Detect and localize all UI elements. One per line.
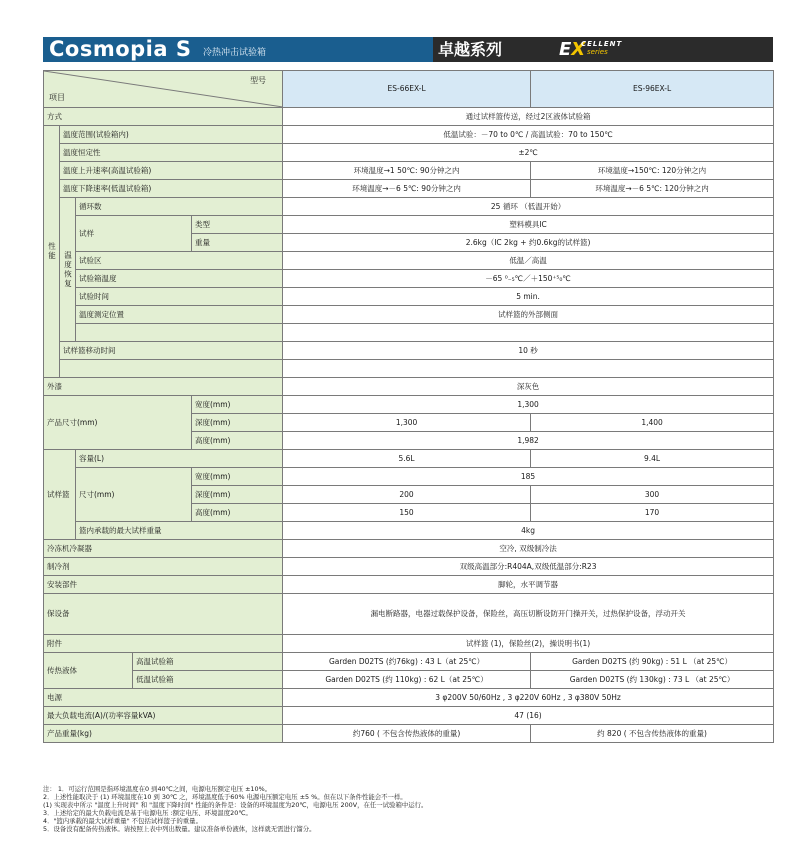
note-5: 5．设备没有配备传热液体。请按照上表中列出数量。建议准备单份液体，这样就无需进行馏分。 [43, 825, 316, 833]
spec-value-cell: 1,982 [283, 432, 774, 450]
model-a: ES-66EX-L [283, 71, 531, 108]
spec-value-cell: 低温试验：－70 to 0℃ / 高温试验：70 to 150℃ [283, 126, 774, 144]
spec-value-cell: 约 820 ( 不包含传热液体的重量) [531, 725, 774, 743]
spec-value-cell: 环境温度→150℃: 120分钟之内 [531, 162, 774, 180]
footnotes [43, 785, 773, 833]
spec-value-cell: 5.6L [283, 450, 531, 468]
title-banner [43, 37, 773, 62]
note-2-1: (1) 实现表中所示 "温度上升时间" 和 "温度下降时间" 性能的条件是：设备的环境温度为20℃，电源电压 200V，在任一试验箱中运行。 [43, 801, 428, 809]
row-dims-w [44, 396, 774, 414]
spec-value-cell: 2.6kg（IC 2kg + 约0.6kg的试样篮) [283, 234, 774, 252]
brand-block [43, 37, 433, 62]
spec-label-cell: 类型 [192, 216, 283, 234]
spec-value-cell: 185 [283, 468, 774, 486]
product-subtitle: 冷热冲击试验箱 [203, 48, 267, 58]
spec-label-cell: 附件 [44, 635, 283, 653]
spec-label-cell: 产品重量(kg) [44, 725, 283, 743]
spec-label-cell: 保设备 [44, 594, 283, 635]
spec-label-cell: 传热液体 [44, 653, 133, 689]
spec-value-cell: 300 [531, 486, 774, 504]
spec-value-cell: 脚轮，水平调节器 [283, 576, 774, 594]
row-transfer [44, 342, 774, 360]
row-sample-type [44, 216, 774, 234]
row-blank-perf [44, 360, 774, 378]
spec-label-cell: 温度下降速率(低温试验箱) [60, 180, 283, 198]
row-capacity [44, 450, 774, 468]
spec-value-cell: 47 (16) [283, 707, 774, 725]
spec-value-cell: 试样篮的外部侧面 [283, 306, 774, 324]
spec-value-cell: 环境温度→－6 5℃: 90分钟之内 [283, 180, 531, 198]
spec-label-cell: 高度(mm) [192, 432, 283, 450]
spec-value-cell: 4kg [283, 522, 774, 540]
spec-label-cell: 宽度(mm) [192, 396, 283, 414]
spec-value-cell: 低温／高温 [283, 252, 774, 270]
spec-label-cell: 容量(L) [76, 450, 283, 468]
spec-value-cell: 5 min. [283, 288, 774, 306]
note-2: 2．上述性能取决于 (1) 环境温度在10 到 30℃ 之，环境温度低于60% 电源电压额定电压 ±5 %。但在以下条件性能会不一样。 [43, 793, 407, 801]
row-zone [44, 252, 774, 270]
row-sensor-pos [44, 306, 774, 324]
spec-label-cell: 宽度(mm) [192, 468, 283, 486]
spec-label-cell: 试验区 [76, 252, 283, 270]
row-accessory [44, 635, 774, 653]
spec-label-cell: 电源 [44, 689, 283, 707]
spec-label-cell: 温度测定位置 [76, 306, 283, 324]
header-diagonal-cell [44, 71, 283, 108]
spec-label-cell: 试样 [76, 216, 192, 252]
spec-value-cell: 环境温度→1 50℃: 90分钟之内 [283, 162, 531, 180]
spec-label-cell [60, 360, 283, 378]
item-label: 项目 [49, 93, 65, 102]
header-row [44, 71, 774, 108]
series-name: 卓越系列 [438, 40, 503, 59]
spec-value-cell: －65 ⁰₋₅℃／＋150⁺⁵₀℃ [283, 270, 774, 288]
row-condenser [44, 540, 774, 558]
row-fluid-lo [44, 671, 774, 689]
spec-value-cell: Garden D02TS (约 130kg) : 73 L （at 25℃） [531, 671, 774, 689]
row-rise [44, 162, 774, 180]
spec-table [43, 70, 774, 743]
note-4: 4．"篮内承载的最大试样重量" 不包括试样篮子的重量。 [43, 817, 202, 825]
spec-label-cell: 深度(mm) [192, 414, 283, 432]
spec-label-cell: 尺寸(mm) [76, 468, 192, 522]
row-basket-w [44, 468, 774, 486]
spec-value-cell: 试样篮 (1)，保险丝(2)，操说明书(1) [283, 635, 774, 653]
spec-label-cell: 安装部件 [44, 576, 283, 594]
spec-label-cell: 高温试验箱 [133, 653, 283, 671]
row-chamber-temp [44, 270, 774, 288]
row-fall [44, 180, 774, 198]
spec-label-cell: 制冷剂 [44, 558, 283, 576]
spec-label-cell: 高度(mm) [192, 504, 283, 522]
spec-value-cell [283, 360, 774, 378]
spec-label-cell: 重量 [192, 234, 283, 252]
spec-label-cell: 试样篮 [44, 450, 76, 540]
row-power [44, 689, 774, 707]
spec-value-cell: 1,400 [531, 414, 774, 432]
spec-value-cell: Garden D02TS (约76kg) : 43 L（at 25℃） [283, 653, 531, 671]
spec-label-cell: 循环数 [76, 198, 283, 216]
spec-value-cell: 空冷, 双级制冷法 [283, 540, 774, 558]
row-finish [44, 378, 774, 396]
spec-value-cell: 约760 ( 不包含传热液体的重量) [283, 725, 531, 743]
spec-value-cell: 1,300 [283, 414, 531, 432]
excellent-series-logo: EX CELLENT series [559, 39, 623, 60]
spec-value-cell: 1,300 [283, 396, 774, 414]
spec-value-cell: 漏电断路器，电器过载保护设备，保险丝，高压切断设防开门操开关，过热保护设备，浮动开关 [283, 594, 774, 635]
spec-label-cell: 试样篮移动时间 [60, 342, 283, 360]
performance-group-label: 性能 [44, 126, 60, 378]
model-label: 型号 [250, 76, 267, 85]
model-b: ES-96EX-L [531, 71, 774, 108]
row-test-time [44, 288, 774, 306]
spec-value-cell: 25 循环 （低温开始） [283, 198, 774, 216]
spec-value-cell: 3 φ200V 50/60Hz , 3 φ220V 60Hz , 3 φ380V 50Hz [283, 689, 774, 707]
spec-label-cell [76, 324, 283, 342]
row-blank-recovery [44, 324, 774, 342]
row-temp-range [44, 126, 774, 144]
spec-value-cell: 9.4L [531, 450, 774, 468]
row-weight [44, 725, 774, 743]
spec-value-cell: 通过试样篮传送，经过2区液体试验箱 [283, 108, 774, 126]
note-1: 注： 1．可运行范围是指环境温度在0 到40℃之间，电源电压额定电压 ±10%。 [43, 785, 272, 793]
spec-label-cell: 试验时间 [76, 288, 283, 306]
spec-label-cell: 温度上升速率(高温试验箱) [60, 162, 283, 180]
spec-value-cell: 170 [531, 504, 774, 522]
spec-label-cell: 温度恒定性 [60, 144, 283, 162]
note-3: 3．上述给定的最大负载电流是基于电源电压 :额定电压、环境温度20℃。 [43, 809, 252, 817]
spec-value-cell: 双级高温部分:R404A,双级低温部分:R23 [283, 558, 774, 576]
row-max-load [44, 522, 774, 540]
spec-label-cell: 试验箱温度 [76, 270, 283, 288]
spec-value-cell [283, 324, 774, 342]
row-current [44, 707, 774, 725]
spec-value-cell: Garden D02TS (约 90kg) : 51 L （at 25℃） [531, 653, 774, 671]
spec-label-cell: 温度范围(试验箱内) [60, 126, 283, 144]
row-install [44, 576, 774, 594]
row-protect [44, 594, 774, 635]
spec-value-cell: 深灰色 [283, 378, 774, 396]
spec-label-cell: 篮内承载的最大试样重量 [76, 522, 283, 540]
row-temp-const [44, 144, 774, 162]
spec-label-cell: 外漆 [44, 378, 283, 396]
row-method [44, 108, 774, 126]
spec-label-cell: 冷冻机冷凝器 [44, 540, 283, 558]
spec-value-cell: 200 [283, 486, 531, 504]
spec-value-cell: ±2℃ [283, 144, 774, 162]
spec-value-cell: 150 [283, 504, 531, 522]
spec-label-cell: 深度(mm) [192, 486, 283, 504]
spec-value-cell: 环境温度→－6 5℃: 120分钟之内 [531, 180, 774, 198]
spec-value-cell: Garden D02TS (约 110kg) : 62 L（at 25℃） [283, 671, 531, 689]
brand-name: Cosmopia S [49, 37, 192, 61]
recovery-group-label: 温度恢复 [60, 198, 76, 342]
spec-label-cell: 最大负载电流(A)/(功率容量kVA) [44, 707, 283, 725]
spec-value-cell: 塑料模具IC [283, 216, 774, 234]
row-refrigerant [44, 558, 774, 576]
spec-label-cell: 方式 [44, 108, 283, 126]
spec-value-cell: 10 秒 [283, 342, 774, 360]
spec-label-cell: 低温试验箱 [133, 671, 283, 689]
row-fluid-hi [44, 653, 774, 671]
row-cycles [44, 198, 774, 216]
spec-label-cell: 产品尺寸(mm) [44, 396, 192, 450]
